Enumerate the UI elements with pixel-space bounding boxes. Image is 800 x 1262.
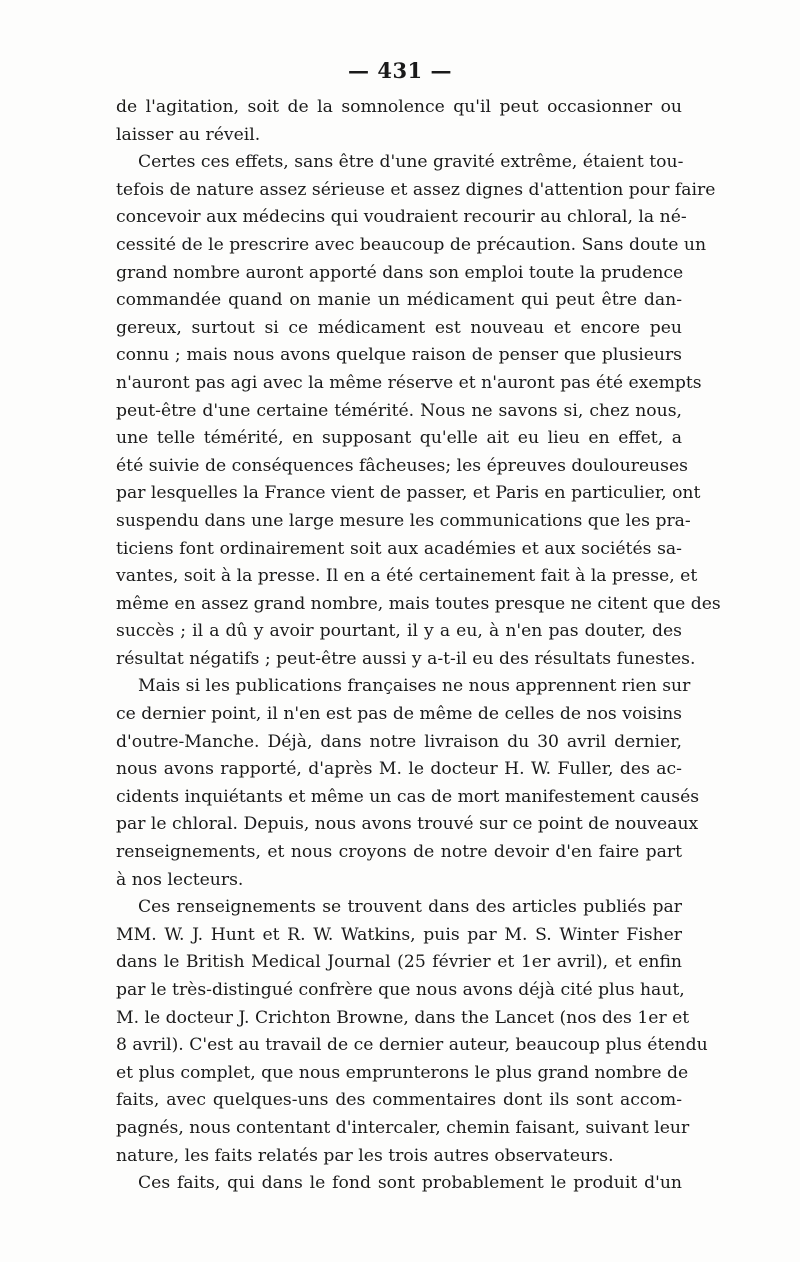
text-line: Ces renseignements se trouvent dans des articles publiés par (138, 897, 682, 918)
text-line: de l'agitation, soit de la somnolence qu'il peut occasionner ou (116, 97, 682, 117)
text-line: d'outre-Manche. Déjà, dans notre livraison du 30 avril dernier, (116, 731, 682, 752)
paragraph (116, 673, 700, 894)
text-line: à nos lecteurs. (116, 869, 244, 890)
text-line: ticiens font ordinairement soit aux académies et aux sociétés sa- (116, 538, 682, 559)
text-line: grand nombre auront apporté dans son emploi toute la prudence (116, 262, 684, 283)
text-line: suspendu dans une large mesure les communications que les pra- (116, 510, 691, 531)
text-line: MM. W. J. Hunt et R. W. Watkins, puis par M. S. Winter Fisher (116, 924, 682, 945)
text-line: résultat négatifs ; peut-être aussi y a-t-il eu des résultats funestes. (116, 648, 696, 669)
text-line: renseignements, et nous croyons de notre devoir d'en faire part (116, 842, 682, 863)
text-line: par le très-distingué confrère que nous avons déjà cité plus haut, (116, 980, 685, 1000)
text-line: 8 avril). C'est au travail de ce dernier auteur, beaucoup plus étendu (116, 1035, 708, 1056)
text-line: succès ; il a dû y avoir pourtant, il y a eu, à n'en pas douter, des (116, 621, 682, 642)
text-line: nous avons rapporté, d'après M. le docteur H. W. Fuller, des ac- (116, 759, 682, 780)
text-line: cessité de le prescrire avec beaucoup de précaution. Sans doute un (116, 234, 707, 255)
paragraph (116, 894, 708, 1170)
paragraph (116, 149, 721, 673)
text-line: peut-être d'une certaine témérité. Nous ne savons si, chez nous, (116, 400, 682, 421)
page-number: — 431 — (348, 58, 452, 83)
text-line: par le chloral. Depuis, nous avons trouvé sur ce point de nouveaux (116, 814, 699, 835)
text-line: dans le British Medical Journal (25 février et 1er avril), et enfin (116, 952, 682, 973)
text-line: pagnés, nous contentant d'intercaler, chemin faisant, suivant leur (116, 1117, 690, 1138)
text-line: nature, les faits relatés par les trois autres observateurs. (116, 1145, 614, 1166)
text-line: par lesquelles la France vient de passer, et Paris en particulier, ont (116, 483, 701, 504)
text-line: connu ; mais nous avons quelque raison de penser que plusieurs (116, 345, 682, 366)
text-line: tefois de nature assez sérieuse et assez dignes d'attention pour faire (116, 179, 716, 200)
text-line: concevoir aux médecins qui voudraient recourir au chloral, la né- (116, 207, 687, 228)
text-line: faits, avec quelques-uns des commentaires dont ils sont accom- (116, 1090, 682, 1111)
text-line: été suivie de conséquences fâcheuses; les épreuves douloureuses (116, 455, 688, 476)
body-text (116, 94, 721, 1198)
text-line: Mais si les publications françaises ne nous apprennent rien sur (138, 676, 691, 697)
text-line: même en assez grand nombre, mais toutes presque ne citent que des (116, 593, 721, 614)
text-line: cidents inquiétants et même un cas de mort manifestement causés (116, 786, 700, 807)
text-line: et plus complet, que nous emprunterons le plus grand nombre de (116, 1062, 689, 1083)
text-line: une telle témérité, en supposant qu'elle ait eu lieu en effet, a (116, 428, 682, 449)
text-line: ce dernier point, il n'en est pas de même de celles de nos voisins (116, 704, 682, 725)
text-line: n'auront pas agi avec la même réserve et n'auront pas été exempts (116, 372, 702, 393)
text-line: commandée quand on manie un médicament qui peut être dan- (116, 290, 682, 311)
text-line: gereux, surtout si ce médicament est nouveau et encore peu (116, 317, 682, 338)
paragraph (116, 94, 682, 149)
text-line: vantes, soit à la presse. Il en a été certainement fait à la presse, et (116, 566, 698, 587)
text-line: M. le docteur J. Crichton Browne, dans the Lancet (nos des 1er et (116, 1007, 690, 1028)
text-line: Ces faits, qui dans le fond sont probablement le produit d'un (138, 1173, 682, 1194)
paragraph (116, 1170, 682, 1198)
text-line: laisser au réveil. (116, 124, 261, 145)
text-line: Certes ces effets, sans être d'une gravité extrême, étaient tou- (138, 152, 684, 173)
